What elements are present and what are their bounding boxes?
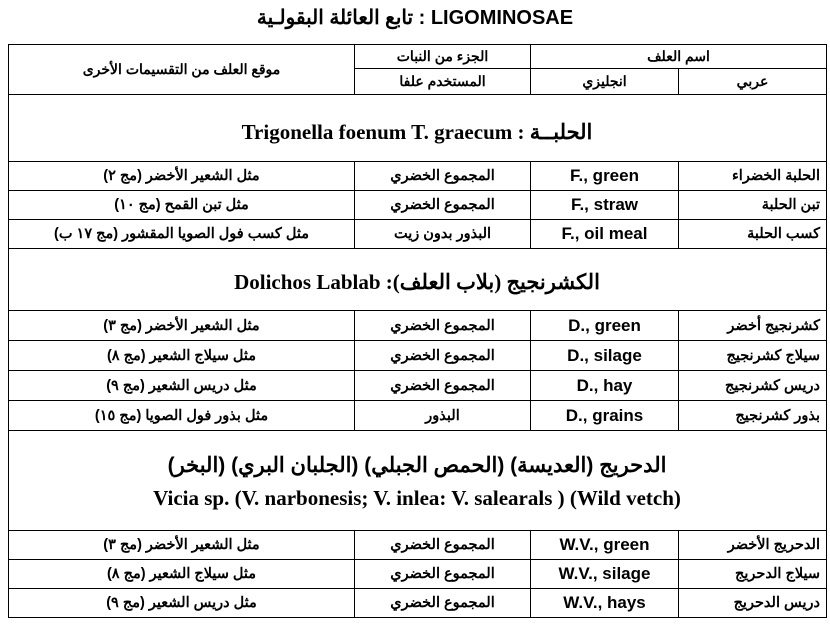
section-heading-vicia: Vicia sp. (V. narbonesis; V. inlea: V. salearals ) (Wild vetch)	[153, 486, 681, 510]
header-plant-part-1: الجزء من النبات	[355, 45, 531, 69]
section-table-trigonella	[8, 161, 827, 249]
english-name-cell: D., grains	[531, 401, 679, 431]
location-cell: مثل سيلاج الشعير (مج ٨)	[9, 560, 355, 589]
table-row	[9, 371, 827, 401]
table-row	[9, 162, 827, 191]
section-table-dolichos	[8, 310, 827, 431]
header-plant-part-2: المستخدم علفا	[355, 69, 531, 95]
section-heading-vicia-arabic: الدحريج (العديسة) (الحمص الجبلي) (الجلبان البري) (البخر)	[167, 454, 667, 477]
english-name-cell: W.V., hays	[531, 589, 679, 618]
plant-part-cell: المجموع الخضري	[355, 311, 531, 341]
header-table	[8, 44, 827, 95]
plant-part-cell: المجموع الخضري	[355, 341, 531, 371]
english-name-cell: D., green	[531, 311, 679, 341]
plant-part-cell: المجموع الخضري	[355, 531, 531, 560]
plant-part-cell: المجموع الخضري	[355, 162, 531, 191]
table-row	[9, 589, 827, 618]
arabic-name-cell: دريس كشرنجيج	[679, 371, 827, 401]
section-heading-trigonella: Trigonella foenum T. graecum : الحلبــة	[241, 120, 593, 144]
plant-part-cell: المجموع الخضري	[355, 589, 531, 618]
arabic-name-cell: الحلبة الخضراء	[679, 162, 827, 191]
english-name-cell: F., straw	[531, 191, 679, 220]
location-cell: مثل الشعير الأخضر (مج ٣)	[9, 531, 355, 560]
section-heading-dolichos: Dolichos Lablab :(الكشرنجيج (بلاب العلف	[234, 270, 600, 294]
header-location: موقع العلف من التقسيمات الأخرى	[9, 45, 355, 95]
arabic-name-cell: دريس الدحريج	[679, 589, 827, 618]
table-row	[9, 341, 827, 371]
location-cell: مثل الشعير الأخضر (مج ٢)	[9, 162, 355, 191]
arabic-name-cell: بذور كشرنجيج	[679, 401, 827, 431]
arabic-name-cell: كسب الحلبة	[679, 220, 827, 249]
header-fodder-name: اسم العلف	[531, 45, 827, 69]
plant-part-cell: المجموع الخضري	[355, 560, 531, 589]
table-row	[9, 401, 827, 431]
english-name-cell: W.V., silage	[531, 560, 679, 589]
plant-part-cell: البذور بدون زيت	[355, 220, 531, 249]
location-cell: مثل دريس الشعير (مج ٩)	[9, 589, 355, 618]
header-arabic: عربي	[679, 69, 827, 95]
table-row	[9, 311, 827, 341]
plant-part-cell: البذور	[355, 401, 531, 431]
table-row	[9, 560, 827, 589]
arabic-name-cell: تبن الحلبة	[679, 191, 827, 220]
location-cell: مثل سيلاج الشعير (مج ٨)	[9, 341, 355, 371]
arabic-name-cell: سيلاج الدحريج	[679, 560, 827, 589]
english-name-cell: F., oil meal	[531, 220, 679, 249]
table-row	[9, 531, 827, 560]
english-name-cell: D., hay	[531, 371, 679, 401]
header-english: انجليزي	[531, 69, 679, 95]
arabic-name-cell: كشرنجيج أخضر	[679, 311, 827, 341]
location-cell: مثل كسب فول الصويا المقشور (مج ١٧ ب)	[9, 220, 355, 249]
table-row	[9, 220, 827, 249]
english-name-cell: F., green	[531, 162, 679, 191]
location-cell: مثل بذور فول الصويا (مج ١٥)	[9, 401, 355, 431]
page-title: تابع العائلة البقولـية : LIGOMINOSAE	[256, 7, 574, 29]
location-cell: مثل الشعير الأخضر (مج ٣)	[9, 311, 355, 341]
section-table-vicia	[8, 530, 827, 618]
location-cell: مثل دريس الشعير (مج ٩)	[9, 371, 355, 401]
plant-part-cell: المجموع الخضري	[355, 371, 531, 401]
arabic-name-cell: الدحريج الأخضر	[679, 531, 827, 560]
english-name-cell: D., silage	[531, 341, 679, 371]
plant-part-cell: المجموع الخضري	[355, 191, 531, 220]
location-cell: مثل تبن القمح (مج ١٠)	[9, 191, 355, 220]
arabic-name-cell: سيلاج كشرنجيج	[679, 341, 827, 371]
english-name-cell: W.V., green	[531, 531, 679, 560]
table-row	[9, 191, 827, 220]
